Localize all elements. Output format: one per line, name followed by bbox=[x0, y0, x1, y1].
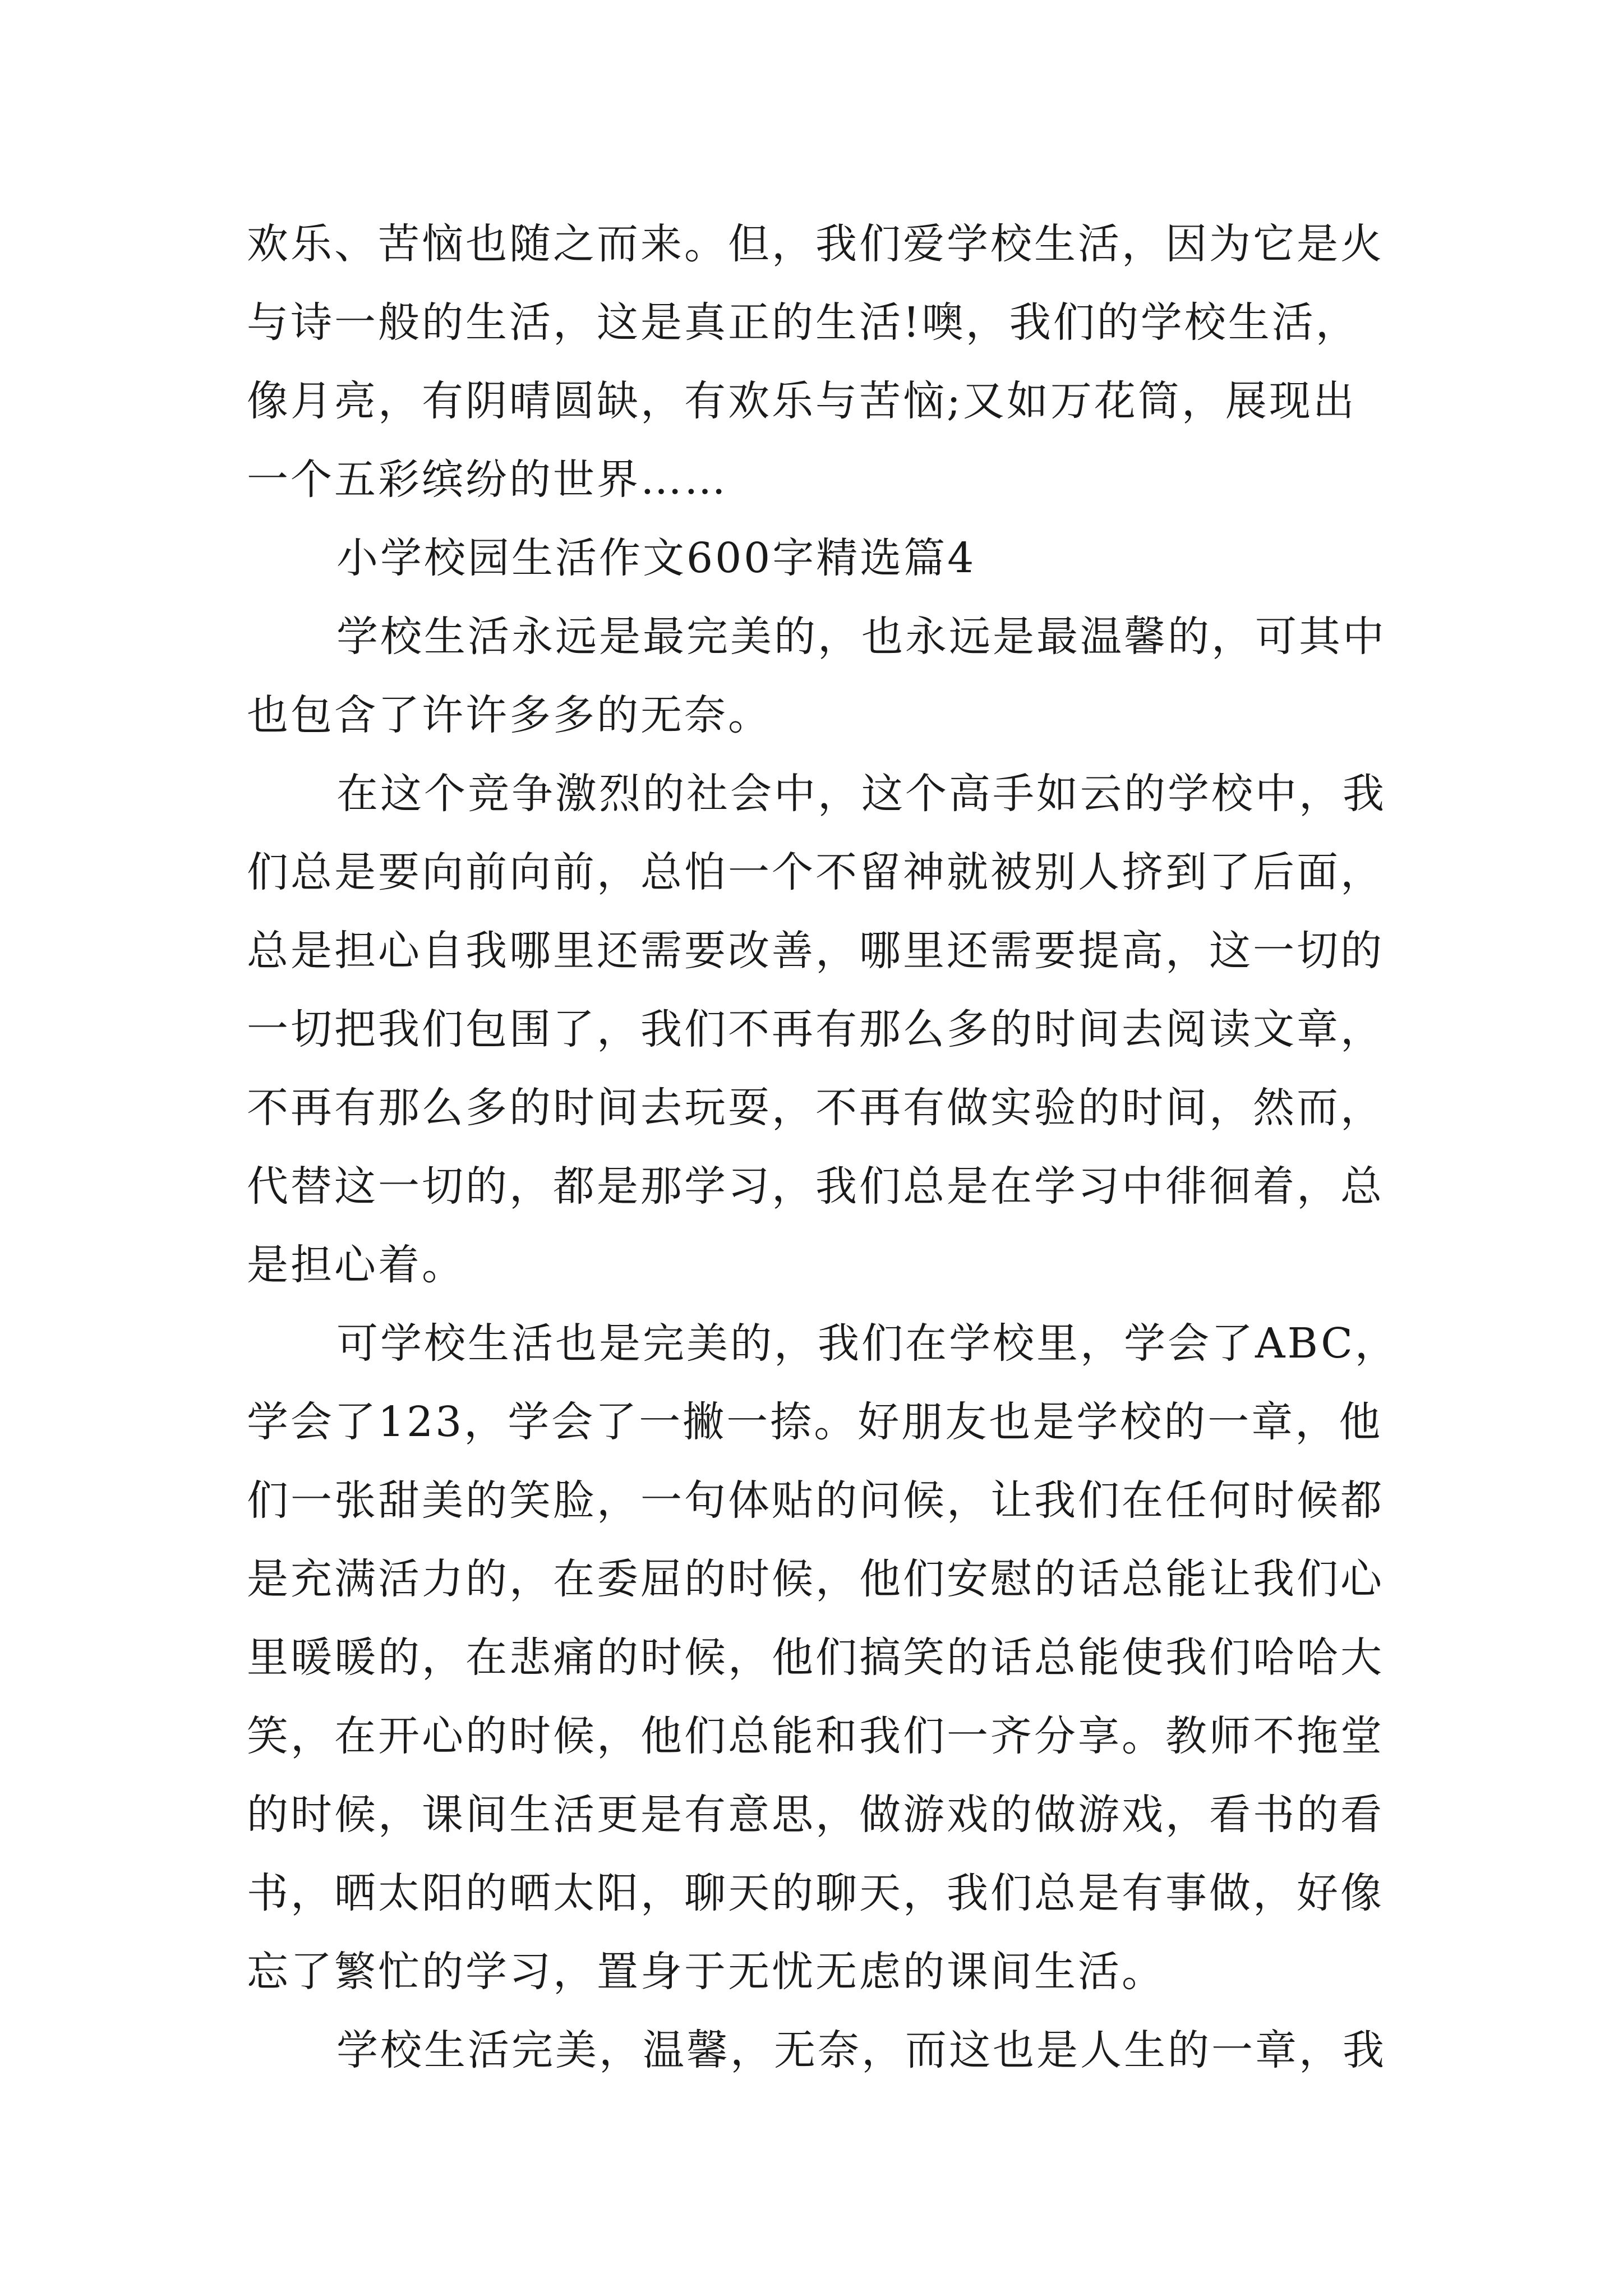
text-line: 是担心着。 bbox=[247, 1241, 465, 1289]
text-line: 学校生活完美，温馨，无奈，而这也是人生的一章，我 bbox=[336, 2026, 1386, 2074]
text-line: 学校生活永远是最完美的，也永远是最温馨的，可其中 bbox=[336, 613, 1386, 661]
text-line: 里暖暖的，在悲痛的时候，他们搞笑的话总能使我们哈哈大 bbox=[247, 1634, 1384, 1682]
text-line: 书，晒太阳的晒太阳，聊天的聊天，我们总是有事做，好像 bbox=[247, 1869, 1384, 1917]
text-line: 总是担心自我哪里还需要改善，哪里还需要提高，这一切的 bbox=[247, 927, 1384, 975]
text-line: 在这个竞争激烈的社会中，这个高手如云的学校中，我 bbox=[336, 770, 1386, 818]
text-line: 学会了123，学会了一撇一捺。好朋友也是学校的一章，他 bbox=[247, 1398, 1383, 1446]
text-line: 们一张甜美的笑脸，一句体贴的问候，让我们在任何时候都 bbox=[247, 1476, 1384, 1525]
text-line: 一切把我们包围了，我们不再有那么多的时间去阅读文章， bbox=[247, 1005, 1384, 1053]
text-line: 们总是要向前向前，总怕一个不留神就被别人挤到了后面， bbox=[247, 848, 1384, 896]
section-heading: 小学校园生活作文600字精选篇4 bbox=[336, 534, 976, 582]
text-line: 的时候，课间生活更是有意思，做游戏的做游戏，看书的看 bbox=[247, 1791, 1384, 1839]
text-line: 忘了繁忙的学习，置身于无忧无虑的课间生活。 bbox=[247, 1948, 1165, 1996]
text-line: 欢乐、苦恼也随之而来。但，我们爱学校生活，因为它是火 bbox=[247, 220, 1384, 268]
text-line: 与诗一般的生活，这是真正的生活!噢，我们的学校生活， bbox=[247, 298, 1359, 347]
text-line: 代替这一切的，都是那学习，我们总是在学习中徘徊着，总 bbox=[247, 1162, 1384, 1211]
text-line: 笑，在开心的时候，他们总能和我们一齐分享。教师不拖堂 bbox=[247, 1712, 1384, 1760]
text-line: 像月亮，有阴晴圆缺，有欢乐与苦恼;又如万花筒，展现出 bbox=[247, 377, 1357, 425]
text-line: 是充满活力的，在委屈的时候，他们安慰的话总能让我们心 bbox=[247, 1555, 1384, 1603]
text-line: 不再有那么多的时间去玩耍，不再有做实验的时间，然而， bbox=[247, 1084, 1384, 1132]
text-line: 一个五彩缤纷的世界…… bbox=[247, 455, 728, 504]
text-line: 可学校生活也是完美的，我们在学校里，学会了ABC， bbox=[336, 1319, 1399, 1368]
text-line: 也包含了许许多多的无奈。 bbox=[247, 691, 772, 739]
